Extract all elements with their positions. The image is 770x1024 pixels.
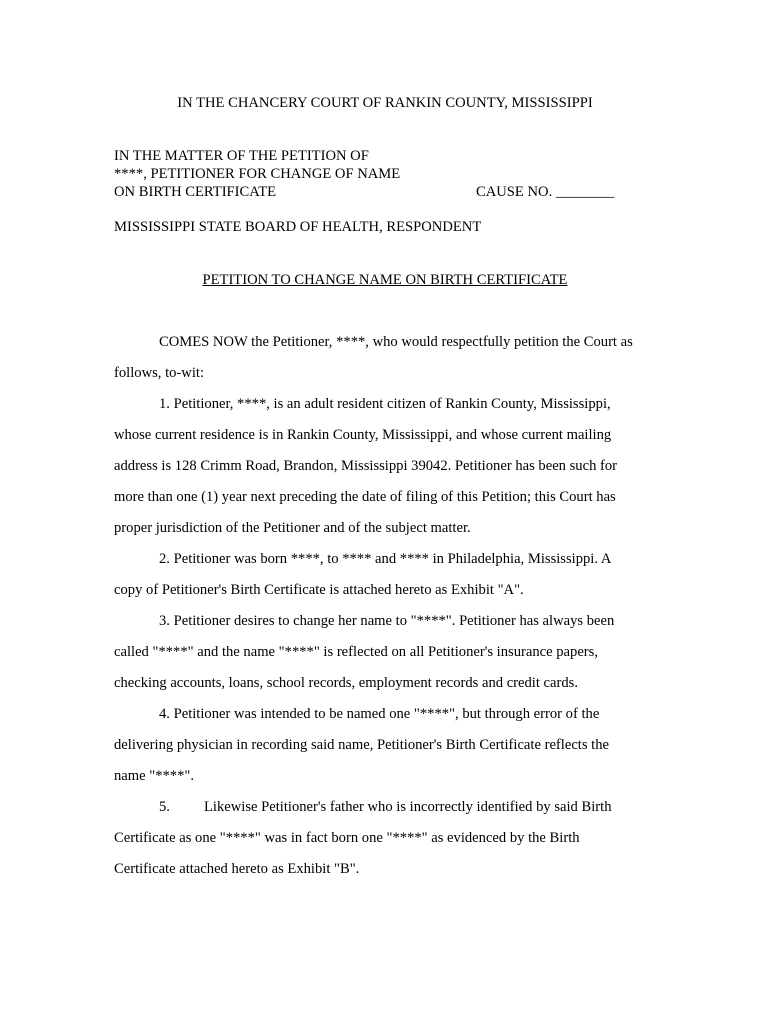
para1-line: address is 128 Crimm Road, Brandon, Mississippi 39042. Petitioner has been such for [114,458,618,474]
cause-number: CAUSE NO. ________ [476,184,615,200]
petition-title [0,272,770,289]
para5-line [114,792,654,823]
para4-line: name "****". [114,768,195,784]
court-heading: IN THE CHANCERY COURT OF RANKIN COUNTY, MISSISSIPPI [177,95,593,111]
para1-line: whose current residence is in Rankin County, Mississippi, and whose current mailing [114,427,612,443]
para5-line: Certificate attached hereto as Exhibit "B". [114,861,360,877]
intro-line: follows, to-wit: [114,365,204,381]
para4-line: delivering physician in recording said name, Petitioner's Birth Certificate reflects the [114,737,610,753]
para3-line: 3. Petitioner desires to change her name to "****". Petitioner has always been [159,613,615,629]
para5-number: 5. [159,799,170,815]
caption-line-3: ON BIRTH CERTIFICATE [114,184,277,200]
caption-line-2: ****, PETITIONER FOR CHANGE OF NAME [114,166,401,182]
intro-line: COMES NOW the Petitioner, ****, who would respectfully petition the Court as [159,334,633,350]
para1-line: proper jurisdiction of the Petitioner and of the subject matter. [114,520,471,536]
para5-line: Certificate as one "****" was in fact born one "****" as evidenced by the Birth [114,830,580,846]
para5-first-text: Likewise Petitioner's father who is incorrectly identified by said Birth [204,799,612,815]
para2-line: 2. Petitioner was born ****, to **** and **** in Philadelphia, Mississippi. A [159,551,612,567]
petition-title-text: PETITION TO CHANGE NAME ON BIRTH CERTIFICATE [202,272,568,288]
para2-line: copy of Petitioner's Birth Certificate is attached hereto as Exhibit "A". [114,582,524,598]
para3-line: called "****" and the name "****" is reflected on all Petitioner's insurance papers, [114,644,598,660]
para4-line: 4. Petitioner was intended to be named one "****", but through error of the [159,706,600,722]
caption-line-1: IN THE MATTER OF THE PETITION OF [114,148,369,164]
respondent-line: MISSISSIPPI STATE BOARD OF HEALTH, RESPONDENT [114,219,482,235]
petition-body [114,327,654,885]
para3-line: checking accounts, loans, school records, employment records and credit cards. [114,675,578,691]
para1-line: 1. Petitioner, ****, is an adult resident citizen of Rankin County, Mississippi, [159,396,611,412]
para1-line: more than one (1) year next preceding the date of filing of this Petition; this Court has [114,489,616,505]
